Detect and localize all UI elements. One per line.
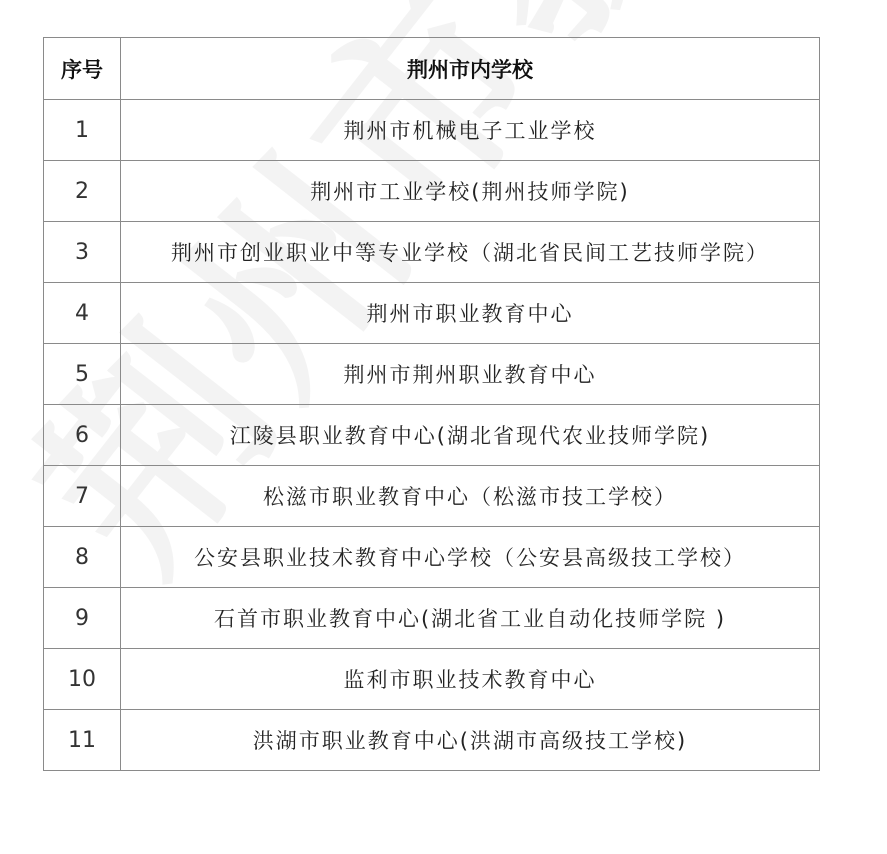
table-row: [44, 405, 820, 466]
school-table: [43, 37, 820, 771]
school-name: 监利市职业技术教育中心: [121, 649, 820, 710]
school-name: 石首市职业教育中心(湖北省工业自动化技师学院 ): [121, 588, 820, 649]
row-index: 9: [44, 588, 121, 649]
table-row: [44, 710, 820, 771]
table-row: [44, 466, 820, 527]
row-index: 11: [44, 710, 121, 771]
table-row: [44, 649, 820, 710]
school-name: 松滋市职业教育中心（松滋市技工学校）: [121, 466, 820, 527]
table-row: [44, 344, 820, 405]
school-name: 江陵县职业教育中心(湖北省现代农业技师学院): [121, 405, 820, 466]
row-index: 6: [44, 405, 121, 466]
row-index: 3: [44, 222, 121, 283]
school-name: 荆州市工业学校(荆州技师学院): [121, 161, 820, 222]
row-index: 8: [44, 527, 121, 588]
table-row: [44, 588, 820, 649]
row-index: 7: [44, 466, 121, 527]
school-name: 荆州市机械电子工业学校: [121, 100, 820, 161]
table-row: [44, 161, 820, 222]
school-name: 荆州市荆州职业教育中心: [121, 344, 820, 405]
school-name: 洪湖市职业教育中心(洪湖市高级技工学校): [121, 710, 820, 771]
school-name: 荆州市创业职业中等专业学校（湖北省民间工艺技师学院）: [121, 222, 820, 283]
row-index: 5: [44, 344, 121, 405]
table-row: [44, 222, 820, 283]
column-header-index: 序号: [44, 38, 121, 100]
table-row: [44, 100, 820, 161]
row-index: 10: [44, 649, 121, 710]
row-index: 2: [44, 161, 121, 222]
column-header-school: 荆州市内学校: [121, 38, 820, 100]
row-index: 1: [44, 100, 121, 161]
table-header-row: [44, 38, 820, 100]
school-name: 荆州市职业教育中心: [121, 283, 820, 344]
row-index: 4: [44, 283, 121, 344]
table-row: [44, 283, 820, 344]
school-name: 公安县职业技术教育中心学校（公安县高级技工学校）: [121, 527, 820, 588]
table-row: [44, 527, 820, 588]
